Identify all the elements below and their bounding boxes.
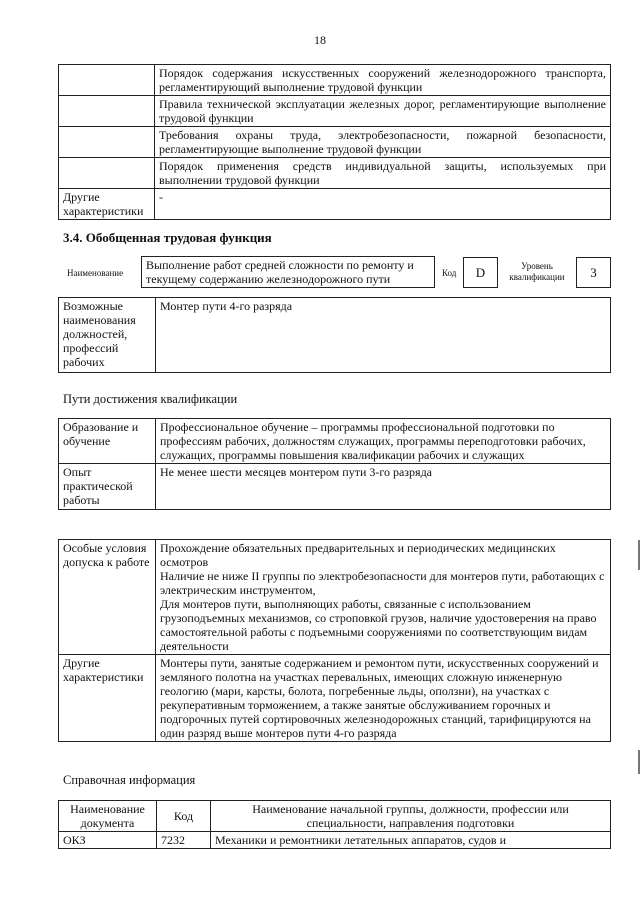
table-row (59, 464, 611, 510)
table-header: Код (157, 801, 211, 832)
table-cell: Порядок содержания искусственных сооружений железнодорожного транспорта, регламентирующий выполнение трудовой функции (155, 65, 611, 96)
table-cell: Порядок применения средств индивидуальной защиты, используемых при выполнении трудовой функции (155, 158, 611, 189)
name-label: Наименование (67, 268, 124, 278)
ref-table (58, 800, 611, 849)
section-title: 3.4. Обобщенная трудовая функция (63, 230, 272, 245)
code-box (463, 257, 498, 288)
level-value: 3 (590, 265, 597, 280)
table-cell: Монтер пути 4-го разряда (156, 298, 611, 373)
table-header-row (59, 801, 611, 832)
table-row (59, 419, 611, 464)
positions-table (58, 297, 611, 373)
table-cell: Особые условия допуска к работе (59, 540, 156, 655)
table-cell: - (155, 189, 611, 220)
table-cell: Другие характеристики (59, 655, 156, 742)
table-cell: Требования охраны труда, электробезопасности, пожарной безопасности, регламентирующие выполнение трудовой функции (155, 127, 611, 158)
ref-title: Справочная информация (63, 773, 196, 787)
table-row (59, 189, 611, 220)
table-cell: ОКЗ (59, 832, 157, 849)
function-name-box (141, 256, 435, 288)
table-cell: Опыт практической работы (59, 464, 156, 510)
table-row (59, 96, 611, 127)
table-cell: Правила технической эксплуатации железных дорог, регламентирующие выполнение трудовой функции (155, 96, 611, 127)
level-box (576, 257, 611, 288)
table-row (59, 655, 611, 742)
table-row (59, 65, 611, 96)
table-row (59, 540, 611, 655)
table-cell: 7232 (157, 832, 211, 849)
table-row (59, 298, 611, 373)
top-table (58, 64, 611, 220)
paths-table (58, 418, 611, 510)
condition-line: Монтеры пути, занятые содержанием и ремонтом пути, искусственных сооружений и земляного полотна на участках перевальных, имеющих сложную инженерную геологию (мари, карсты, болота, погребенные льды, оползни), на участках с рекуперативным торможением, а также занятые обслуживанием горочных и подгорочных путей сортировочных железнодорожных станций, тарифицируются на один разряд выше монтеров пути 4-го разряда (160, 656, 599, 740)
code-label: Код (442, 268, 457, 278)
condition-line: Для монтеров пути, выполняющих работы, связанные с использованием грузоподъемных механизмов, со строповкой грузов, наличие удостоверения на право самостоятельной работы с подъемными сооружениями по соответствующим видам деятельности (160, 597, 597, 653)
table-row (59, 158, 611, 189)
table-cell (59, 127, 155, 158)
condition-line: Наличие не ниже II группы по электробезопасности для монтеров пути, работающих с электрическим инструментом, (160, 569, 605, 597)
paths-title: Пути достижения квалификации (63, 392, 238, 406)
table-cell (59, 65, 155, 96)
table-header: Наименование документа (59, 801, 157, 832)
code-value: D (475, 265, 486, 280)
table-cell: Образование и обучение (59, 419, 156, 464)
table-row (59, 127, 611, 158)
function-name: Выполнение работ средней сложности по ремонту и текущему содержанию железнодорожного пути (146, 258, 414, 286)
table-header: Наименование начальной группы, должности, профессии или специальности, направления подготовки (211, 801, 611, 832)
table-row (59, 832, 611, 849)
table-cell: Другие характеристики (59, 189, 155, 220)
conditions-table (58, 539, 611, 742)
table-cell (156, 655, 611, 742)
condition-line: Прохождение обязательных предварительных и периодических медицинских осмотров (160, 541, 556, 569)
table-cell (156, 540, 611, 655)
table-cell: Механики и ремонтники летательных аппаратов, судов и (211, 832, 611, 849)
level-label: Уровень квалификации (509, 261, 565, 282)
table-cell: Возможные наименования должностей, профессий рабочих (59, 298, 156, 373)
table-cell: Не менее шести месяцев монтером пути 3-го разряда (156, 464, 611, 510)
table-cell (59, 158, 155, 189)
table-cell: Профессиональное обучение – программы профессиональной подготовки по профессиям рабочих, должностям служащих, программы переподготовки рабочих, служащих, программы повышения квалификации рабочих и служащих (156, 419, 611, 464)
table-cell (59, 96, 155, 127)
page-number: 18 (314, 33, 326, 47)
